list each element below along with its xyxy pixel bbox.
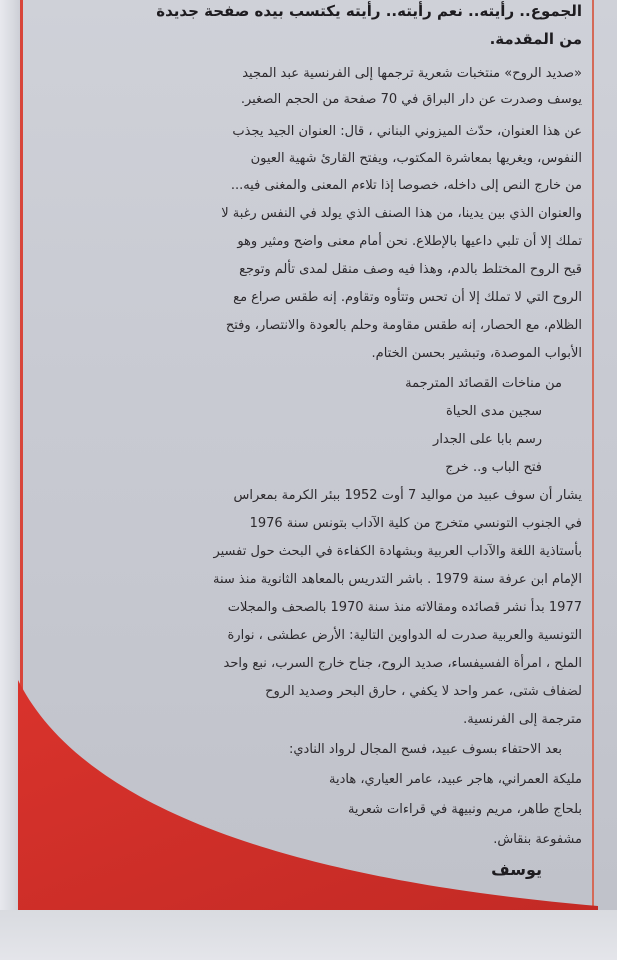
paragraph-line: «صديد الروح» منتخبات شعرية ترجمها إلى الفرنسية عبد المجيد (242, 66, 582, 81)
poems-heading: من مناخات القصائد المترجمة (405, 376, 562, 391)
bio-line: في الجنوب التونسي متخرج من كلية الآداب بتونس سنة 1976 (249, 516, 582, 531)
closing-line: مليكة العمراني، هاجر عبيد، عامر العياري، هادية (329, 772, 582, 787)
paragraph-line: النفوس، ويغريها بمعاشرة المكتوب، ويفتح القارئ شهية العيون (250, 151, 582, 166)
paragraph-line: عن هذا العنوان، حدّث الميزوني البناني ، قال: العنوان الجيد يجذب (232, 124, 582, 139)
paragraph-line: الظلام، مع الحصار، إنه طقس مقاومة وحلم بالعودة والانتصار، وفتح (225, 318, 582, 333)
paragraph-line: قيح الروح المختلط بالدم، وهذا فيه وصف منقل لمدى تألم وتوجع (239, 262, 582, 277)
paragraph-line: من خارج النص إلى داخله، خصوصا إذا تلاءم المعنى والمغنى فيه... (230, 178, 582, 193)
paragraph-line: الروح التي لا تملك إلا أن تحس وتتأوه وتقاوم. إنه طقس صراع مع (233, 290, 582, 305)
closing-line: مشفوعة بنقاش. (493, 832, 582, 847)
bio-line: التونسية والعربية صدرت له الدواوين التالية: الأرض عطشى ، نوارة (227, 628, 582, 643)
author-signature: يوسف (491, 860, 542, 879)
bio-line: 1977 بدأ نشر قصائده ومقالاته منذ سنة 1970 بالصحف والمجلات (227, 600, 582, 615)
poem-title: فتح الباب و.. خرج (445, 460, 542, 475)
closing-line: بعد الاحتفاء بسوف عبيد، فسح المجال لرواد النادي: (288, 742, 562, 757)
bio-line: يشار أن سوف عبيد من مواليد 7 أوت 1952 ببئر الكرمة بمعراس (233, 488, 582, 503)
bio-line: الإمام ابن عرفة سنة 1979 . باشر التدريس بالمعاهد الثانوية منذ سنة (213, 572, 582, 587)
bio-line: لضفاف شتى، عمر واحد لا يكفي ، حارق البحر وصديد الروح (265, 684, 582, 699)
intro-line: من المقدمة. (489, 30, 582, 48)
poem-title: سجين مدى الحياة (446, 404, 542, 419)
bio-line: الملح ، امرأة الفسيفساء، صديد الروح، جناح خارج السرب، نبع واحد (223, 656, 582, 671)
closing-line: بلحاج طاهر، مريم ونبيهة في قراءات شعرية (347, 802, 582, 817)
bio-line: بأستاذية اللغة والآداب العربية وبشهادة الكفاءة في البحث حول تفسير (213, 544, 582, 559)
paragraph-line: يوسف وصدرت عن دار البراق في 70 صفحة من الحجم الصغير. (240, 92, 582, 107)
poem-title: رسم بابا على الجدار (433, 432, 542, 447)
intro-line: الجموع.. رأيته.. نعم رأيته.. رأيته يكتسب بيده صفحة جديدة (156, 2, 582, 20)
bio-line: مترجمة إلى الفرنسية. (463, 712, 582, 727)
paragraph-line: تملك إلا أن تلبي داعيها بالإطلاع. نحن أمام معنى واضح ومثير وهو (237, 234, 582, 249)
article-column (30, 0, 582, 900)
paragraph-line: الأبواب الموصدة، وتبشير بحسن الختام. (371, 346, 582, 361)
paragraph-line: والعنوان الذي بين يدينا، من هذا الصنف الذي يولد في النفس رغبة لا (221, 206, 582, 221)
page-bottom-margin (0, 910, 617, 960)
